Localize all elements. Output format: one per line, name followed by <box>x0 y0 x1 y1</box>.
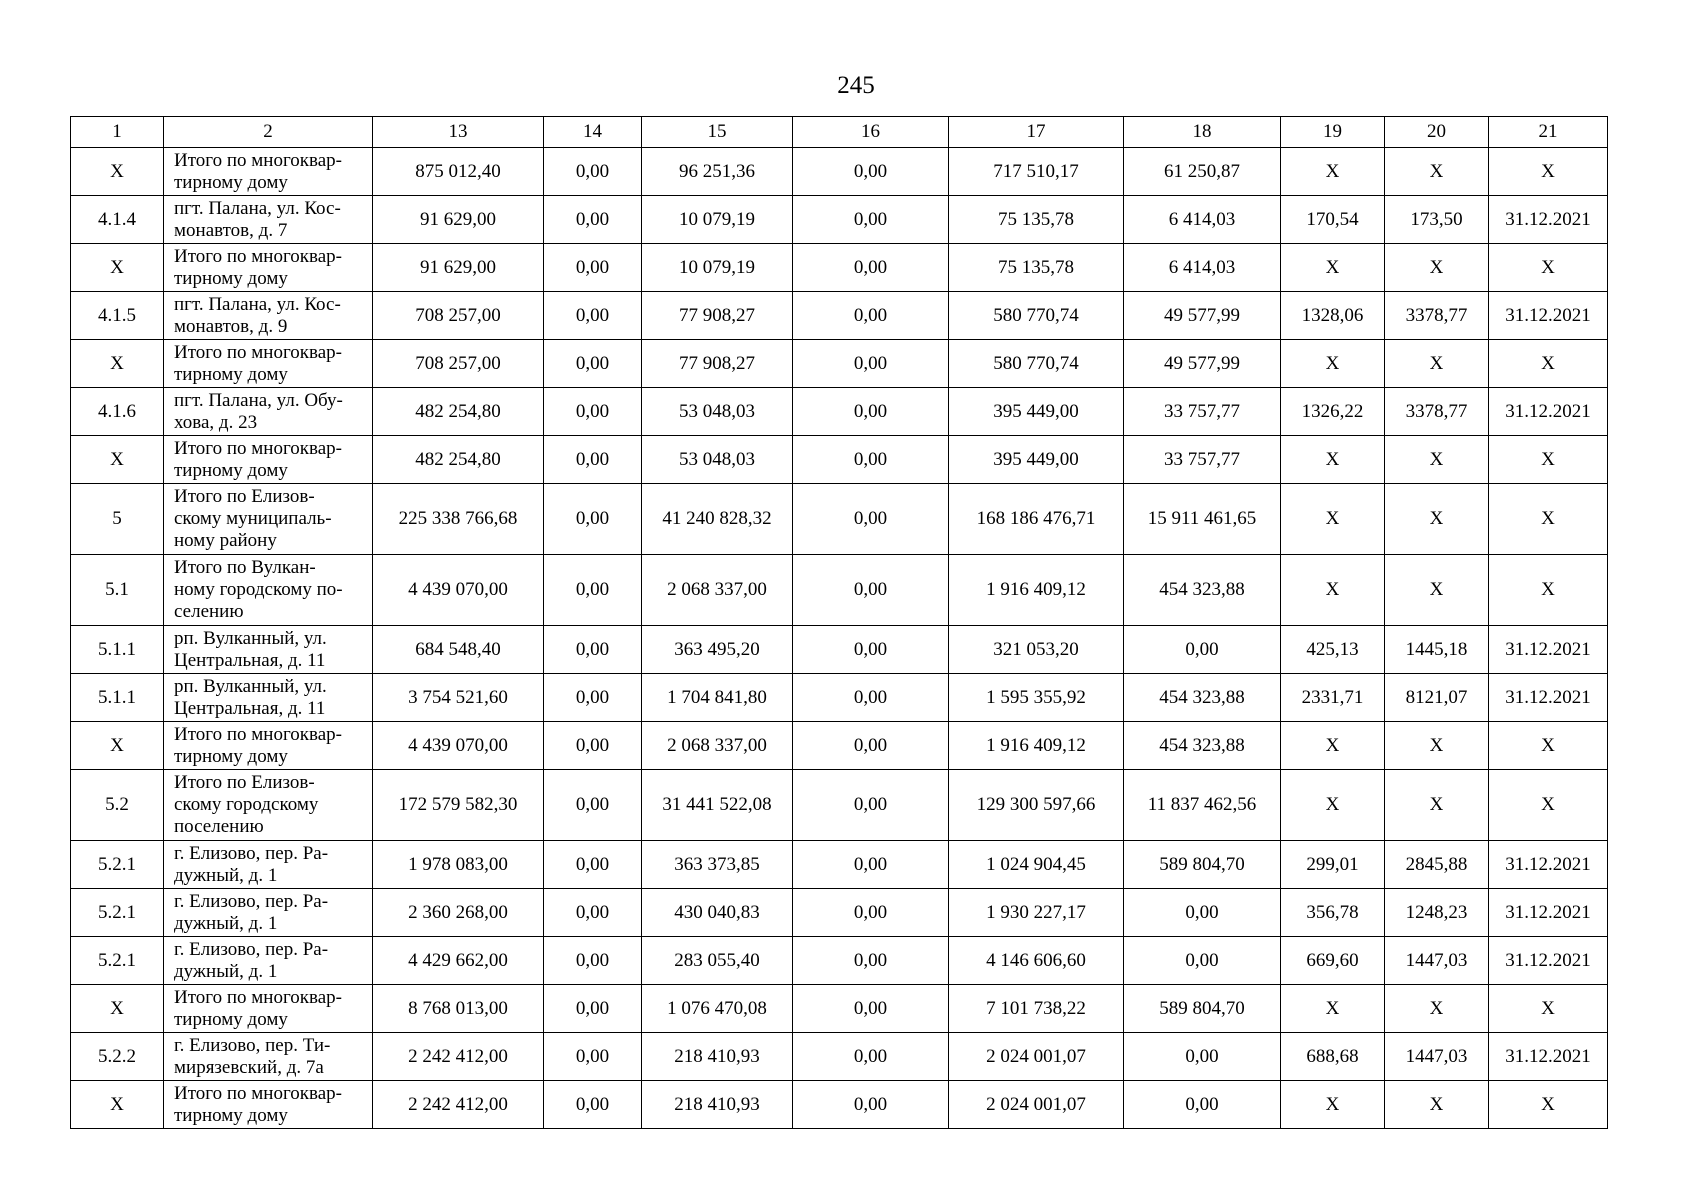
table-row <box>71 985 1608 1033</box>
cell-line: Итого по Елизов- <box>174 772 315 793</box>
value-cell: 0,00 <box>544 148 642 196</box>
value-cell: 3378,77 <box>1385 388 1489 436</box>
value-cell: 0,00 <box>793 770 949 841</box>
row-number-cell: 4.1.6 <box>71 388 164 436</box>
cell-line: Итого по Вулкан- <box>174 557 316 578</box>
value-cell: 1 076 470,08 <box>642 985 793 1033</box>
value-cell: 1 930 227,17 <box>949 889 1124 937</box>
value-cell: 0,00 <box>544 674 642 722</box>
address-cell <box>164 436 373 484</box>
row-number-cell: 4.1.5 <box>71 292 164 340</box>
value-cell: X <box>1281 436 1385 484</box>
address-cell <box>164 841 373 889</box>
value-cell: X <box>1281 244 1385 292</box>
cell-line: Итого по многоквар- <box>174 245 342 267</box>
cell-line: тирному дому <box>174 1104 288 1126</box>
column-header: 14 <box>544 117 642 148</box>
cell-line: рп. Вулканный, ул. <box>174 675 327 697</box>
value-cell: X <box>1489 555 1608 626</box>
value-cell: 708 257,00 <box>373 340 544 388</box>
value-cell: 1 916 409,12 <box>949 555 1124 626</box>
value-cell: X <box>1385 148 1489 196</box>
row-number-cell: X <box>71 148 164 196</box>
cell-line: тирному дому <box>174 459 288 481</box>
value-cell: 218 410,93 <box>642 1033 793 1081</box>
value-cell: 0,00 <box>544 841 642 889</box>
table-row <box>71 722 1608 770</box>
row-number-cell: 5.2.2 <box>71 1033 164 1081</box>
value-cell: 1326,22 <box>1281 388 1385 436</box>
cell-line: Итого по многоквар- <box>174 986 342 1008</box>
data-table <box>70 116 1608 1129</box>
cell-line: г. Елизово, пер. Ра- <box>174 938 329 960</box>
value-cell: 395 449,00 <box>949 388 1124 436</box>
row-number-cell: X <box>71 244 164 292</box>
value-cell: 0,00 <box>544 1081 642 1129</box>
value-cell: 0,00 <box>544 555 642 626</box>
value-cell: 31 441 522,08 <box>642 770 793 841</box>
cell-line: дужный, д. 1 <box>174 960 278 982</box>
value-cell: 31.12.2021 <box>1489 292 1608 340</box>
address-cell <box>164 889 373 937</box>
value-cell: 31.12.2021 <box>1489 1033 1608 1081</box>
value-cell: X <box>1489 244 1608 292</box>
value-cell: 0,00 <box>544 292 642 340</box>
value-cell: 283 055,40 <box>642 937 793 985</box>
value-cell: 684 548,40 <box>373 626 544 674</box>
value-cell: 2 242 412,00 <box>373 1081 544 1129</box>
column-header: 18 <box>1124 117 1281 148</box>
address-cell <box>164 722 373 770</box>
value-cell: 299,01 <box>1281 841 1385 889</box>
value-cell: 75 135,78 <box>949 244 1124 292</box>
cell-line: г. Елизово, пер. Ра- <box>174 890 329 912</box>
value-cell: X <box>1489 340 1608 388</box>
cell-line: Итого по многоквар- <box>174 341 342 363</box>
address-cell <box>164 1081 373 1129</box>
cell-line: рп. Вулканный, ул. <box>174 627 327 649</box>
row-number-cell: X <box>71 436 164 484</box>
column-header: 13 <box>373 117 544 148</box>
value-cell: X <box>1385 340 1489 388</box>
value-cell: 425,13 <box>1281 626 1385 674</box>
value-cell: 430 040,83 <box>642 889 793 937</box>
value-cell: 96 251,36 <box>642 148 793 196</box>
value-cell: X <box>1489 985 1608 1033</box>
table-row <box>71 148 1608 196</box>
cell-line: тирному дому <box>174 171 288 193</box>
cell-line: скому городскому <box>174 794 319 815</box>
value-cell: 0,00 <box>544 244 642 292</box>
value-cell: X <box>1281 484 1385 555</box>
table-row <box>71 889 1608 937</box>
address-cell <box>164 484 373 555</box>
value-cell: X <box>1385 484 1489 555</box>
value-cell: 3378,77 <box>1385 292 1489 340</box>
value-cell: 0,00 <box>793 148 949 196</box>
value-cell: 589 804,70 <box>1124 985 1281 1033</box>
value-cell: 669,60 <box>1281 937 1385 985</box>
value-cell: X <box>1385 436 1489 484</box>
value-cell: 31.12.2021 <box>1489 196 1608 244</box>
value-cell: 875 012,40 <box>373 148 544 196</box>
value-cell: 1 595 355,92 <box>949 674 1124 722</box>
cell-line: Центральная, д. 11 <box>174 697 326 719</box>
value-cell: 225 338 766,68 <box>373 484 544 555</box>
value-cell: 0,00 <box>793 436 949 484</box>
value-cell: 1328,06 <box>1281 292 1385 340</box>
value-cell: 4 429 662,00 <box>373 937 544 985</box>
value-cell: 2 360 268,00 <box>373 889 544 937</box>
value-cell: 321 053,20 <box>949 626 1124 674</box>
value-cell: X <box>1385 985 1489 1033</box>
cell-line: пгт. Палана, ул. Обу- <box>174 389 343 411</box>
cell-line: г. Елизово, пер. Ра- <box>174 842 329 864</box>
value-cell: 15 911 461,65 <box>1124 484 1281 555</box>
value-cell: 2 068 337,00 <box>642 555 793 626</box>
value-cell: X <box>1281 340 1385 388</box>
value-cell: 1 024 904,45 <box>949 841 1124 889</box>
value-cell: 3 754 521,60 <box>373 674 544 722</box>
value-cell: X <box>1489 1081 1608 1129</box>
address-cell <box>164 555 373 626</box>
value-cell: X <box>1281 1081 1385 1129</box>
value-cell: 0,00 <box>544 484 642 555</box>
value-cell: 0,00 <box>793 555 949 626</box>
value-cell: 1 704 841,80 <box>642 674 793 722</box>
value-cell: 0,00 <box>793 1033 949 1081</box>
table-row <box>71 937 1608 985</box>
value-cell: 580 770,74 <box>949 340 1124 388</box>
value-cell: 0,00 <box>793 985 949 1033</box>
value-cell: 454 323,88 <box>1124 674 1281 722</box>
value-cell: 0,00 <box>793 196 949 244</box>
value-cell: X <box>1281 770 1385 841</box>
value-cell: X <box>1385 722 1489 770</box>
cell-line: монавтов, д. 9 <box>174 315 288 337</box>
value-cell: 61 250,87 <box>1124 148 1281 196</box>
value-cell: 4 146 606,60 <box>949 937 1124 985</box>
row-number-cell: 5.2.1 <box>71 937 164 985</box>
value-cell: 33 757,77 <box>1124 436 1281 484</box>
row-number-cell: X <box>71 340 164 388</box>
value-cell: 482 254,80 <box>373 436 544 484</box>
value-cell: 0,00 <box>793 674 949 722</box>
value-cell: 33 757,77 <box>1124 388 1281 436</box>
value-cell: 91 629,00 <box>373 244 544 292</box>
value-cell: 0,00 <box>793 388 949 436</box>
column-header: 2 <box>164 117 373 148</box>
value-cell: 0,00 <box>1124 1081 1281 1129</box>
cell-line: Итого по многоквар- <box>174 437 342 459</box>
value-cell: 356,78 <box>1281 889 1385 937</box>
value-cell: 31.12.2021 <box>1489 937 1608 985</box>
value-cell: 2 068 337,00 <box>642 722 793 770</box>
value-cell: X <box>1281 722 1385 770</box>
table-row <box>71 484 1608 555</box>
value-cell: 11 837 462,56 <box>1124 770 1281 841</box>
value-cell: 0,00 <box>544 626 642 674</box>
value-cell: 1447,03 <box>1385 1033 1489 1081</box>
cell-line: Итого по Елизов- <box>174 486 315 507</box>
column-header: 19 <box>1281 117 1385 148</box>
cell-line: Центральная, д. 11 <box>174 649 326 671</box>
value-cell: 31.12.2021 <box>1489 626 1608 674</box>
value-cell: 0,00 <box>1124 937 1281 985</box>
row-number-cell: 5 <box>71 484 164 555</box>
value-cell: 77 908,27 <box>642 292 793 340</box>
value-cell: 454 323,88 <box>1124 555 1281 626</box>
value-cell: 2331,71 <box>1281 674 1385 722</box>
value-cell: 53 048,03 <box>642 388 793 436</box>
value-cell: 7 101 738,22 <box>949 985 1124 1033</box>
cell-line: тирному дому <box>174 1008 288 1030</box>
cell-line: тирному дому <box>174 267 288 289</box>
cell-line: пгт. Палана, ул. Кос- <box>174 197 341 219</box>
cell-line: скому муниципаль- <box>174 508 332 529</box>
value-cell: 0,00 <box>1124 626 1281 674</box>
value-cell: 31.12.2021 <box>1489 388 1608 436</box>
value-cell: X <box>1385 770 1489 841</box>
cell-line: ному району <box>174 530 277 551</box>
cell-line: пгт. Палана, ул. Кос- <box>174 293 341 315</box>
address-cell <box>164 674 373 722</box>
value-cell: 0,00 <box>793 889 949 937</box>
value-cell: 4 439 070,00 <box>373 555 544 626</box>
cell-line: г. Елизово, пер. Ти- <box>174 1034 331 1056</box>
value-cell: 0,00 <box>1124 889 1281 937</box>
value-cell: 1248,23 <box>1385 889 1489 937</box>
value-cell: 49 577,99 <box>1124 292 1281 340</box>
value-cell: 717 510,17 <box>949 148 1124 196</box>
value-cell: X <box>1281 148 1385 196</box>
table-row <box>71 674 1608 722</box>
value-cell: 0,00 <box>544 388 642 436</box>
value-cell: 0,00 <box>793 722 949 770</box>
value-cell: 0,00 <box>793 292 949 340</box>
value-cell: 168 186 476,71 <box>949 484 1124 555</box>
row-number-cell: 5.2.1 <box>71 889 164 937</box>
address-cell <box>164 1033 373 1081</box>
table-row <box>71 1081 1608 1129</box>
value-cell: 454 323,88 <box>1124 722 1281 770</box>
table-row <box>71 292 1608 340</box>
address-cell <box>164 292 373 340</box>
value-cell: 2 024 001,07 <box>949 1033 1124 1081</box>
header-row <box>71 117 1608 148</box>
value-cell: 0,00 <box>544 196 642 244</box>
address-cell <box>164 985 373 1033</box>
cell-line: Итого по многоквар- <box>174 1082 342 1104</box>
row-number-cell: 5.1 <box>71 555 164 626</box>
table-row <box>71 196 1608 244</box>
value-cell: X <box>1385 1081 1489 1129</box>
value-cell: 1447,03 <box>1385 937 1489 985</box>
cell-line: дужный, д. 1 <box>174 864 278 886</box>
value-cell: 580 770,74 <box>949 292 1124 340</box>
value-cell: 6 414,03 <box>1124 244 1281 292</box>
cell-line: Итого по многоквар- <box>174 723 342 745</box>
row-number-cell: 5.1.1 <box>71 626 164 674</box>
value-cell: X <box>1281 555 1385 626</box>
value-cell: X <box>1489 148 1608 196</box>
value-cell: 170,54 <box>1281 196 1385 244</box>
row-number-cell: X <box>71 985 164 1033</box>
address-cell <box>164 148 373 196</box>
value-cell: 0,00 <box>793 841 949 889</box>
table-row <box>71 841 1608 889</box>
column-header: 21 <box>1489 117 1608 148</box>
value-cell: 173,50 <box>1385 196 1489 244</box>
table-row <box>71 555 1608 626</box>
value-cell: 395 449,00 <box>949 436 1124 484</box>
value-cell: 6 414,03 <box>1124 196 1281 244</box>
table-row <box>71 626 1608 674</box>
row-number-cell: X <box>71 1081 164 1129</box>
cell-line: монавтов, д. 7 <box>174 219 288 241</box>
value-cell: 0,00 <box>544 722 642 770</box>
value-cell: 0,00 <box>1124 1033 1281 1081</box>
page-number: 245 <box>837 72 875 99</box>
value-cell: X <box>1281 985 1385 1033</box>
cell-line: хова, д. 23 <box>174 411 258 433</box>
cell-line: селению <box>174 601 244 622</box>
value-cell: X <box>1385 244 1489 292</box>
cell-line: тирному дому <box>174 745 288 767</box>
value-cell: 53 048,03 <box>642 436 793 484</box>
value-cell: 0,00 <box>544 1033 642 1081</box>
value-cell: 31.12.2021 <box>1489 674 1608 722</box>
value-cell: 8 768 013,00 <box>373 985 544 1033</box>
row-number-cell: 5.2 <box>71 770 164 841</box>
value-cell: 1445,18 <box>1385 626 1489 674</box>
cell-line: дужный, д. 1 <box>174 912 278 934</box>
value-cell: 75 135,78 <box>949 196 1124 244</box>
value-cell: 10 079,19 <box>642 244 793 292</box>
address-cell <box>164 388 373 436</box>
value-cell: X <box>1489 722 1608 770</box>
column-header: 16 <box>793 117 949 148</box>
address-cell <box>164 626 373 674</box>
value-cell: 8121,07 <box>1385 674 1489 722</box>
cell-line: поселению <box>174 816 264 837</box>
column-header: 15 <box>642 117 793 148</box>
column-header: 1 <box>71 117 164 148</box>
address-cell <box>164 340 373 388</box>
value-cell: X <box>1385 555 1489 626</box>
row-number-cell: 5.2.1 <box>71 841 164 889</box>
value-cell: X <box>1489 436 1608 484</box>
value-cell: 1 978 083,00 <box>373 841 544 889</box>
row-number-cell: X <box>71 722 164 770</box>
table-row <box>71 340 1608 388</box>
value-cell: 4 439 070,00 <box>373 722 544 770</box>
cell-line: мирязевский, д. 7а <box>174 1056 324 1078</box>
value-cell: 0,00 <box>544 889 642 937</box>
address-cell <box>164 196 373 244</box>
value-cell: 10 079,19 <box>642 196 793 244</box>
value-cell: 0,00 <box>544 937 642 985</box>
value-cell: 91 629,00 <box>373 196 544 244</box>
row-number-cell: 4.1.4 <box>71 196 164 244</box>
value-cell: 77 908,27 <box>642 340 793 388</box>
value-cell: X <box>1489 770 1608 841</box>
table-row <box>71 244 1608 292</box>
value-cell: 49 577,99 <box>1124 340 1281 388</box>
value-cell: X <box>1489 484 1608 555</box>
value-cell: 589 804,70 <box>1124 841 1281 889</box>
value-cell: 2 242 412,00 <box>373 1033 544 1081</box>
cell-line: тирному дому <box>174 363 288 385</box>
table-row <box>71 436 1608 484</box>
value-cell: 0,00 <box>793 484 949 555</box>
row-number-cell: 5.1.1 <box>71 674 164 722</box>
value-cell: 172 579 582,30 <box>373 770 544 841</box>
table-row <box>71 1033 1608 1081</box>
value-cell: 31.12.2021 <box>1489 889 1608 937</box>
value-cell: 708 257,00 <box>373 292 544 340</box>
value-cell: 482 254,80 <box>373 388 544 436</box>
value-cell: 218 410,93 <box>642 1081 793 1129</box>
table-row <box>71 770 1608 841</box>
value-cell: 363 495,20 <box>642 626 793 674</box>
table-row <box>71 388 1608 436</box>
value-cell: 688,68 <box>1281 1033 1385 1081</box>
value-cell: 2 024 001,07 <box>949 1081 1124 1129</box>
column-header: 17 <box>949 117 1124 148</box>
column-header: 20 <box>1385 117 1489 148</box>
address-cell <box>164 770 373 841</box>
value-cell: 0,00 <box>544 436 642 484</box>
value-cell: 1 916 409,12 <box>949 722 1124 770</box>
value-cell: 31.12.2021 <box>1489 841 1608 889</box>
value-cell: 0,00 <box>793 1081 949 1129</box>
value-cell: 0,00 <box>793 626 949 674</box>
value-cell: 0,00 <box>544 985 642 1033</box>
cell-line: ному городскому по- <box>174 579 343 600</box>
value-cell: 363 373,85 <box>642 841 793 889</box>
value-cell: 0,00 <box>793 244 949 292</box>
address-cell <box>164 244 373 292</box>
value-cell: 0,00 <box>544 340 642 388</box>
value-cell: 129 300 597,66 <box>949 770 1124 841</box>
value-cell: 0,00 <box>544 770 642 841</box>
value-cell: 41 240 828,32 <box>642 484 793 555</box>
cell-line: Итого по многоквар- <box>174 149 342 171</box>
address-cell <box>164 937 373 985</box>
value-cell: 0,00 <box>793 937 949 985</box>
value-cell: 0,00 <box>793 340 949 388</box>
value-cell: 2845,88 <box>1385 841 1489 889</box>
